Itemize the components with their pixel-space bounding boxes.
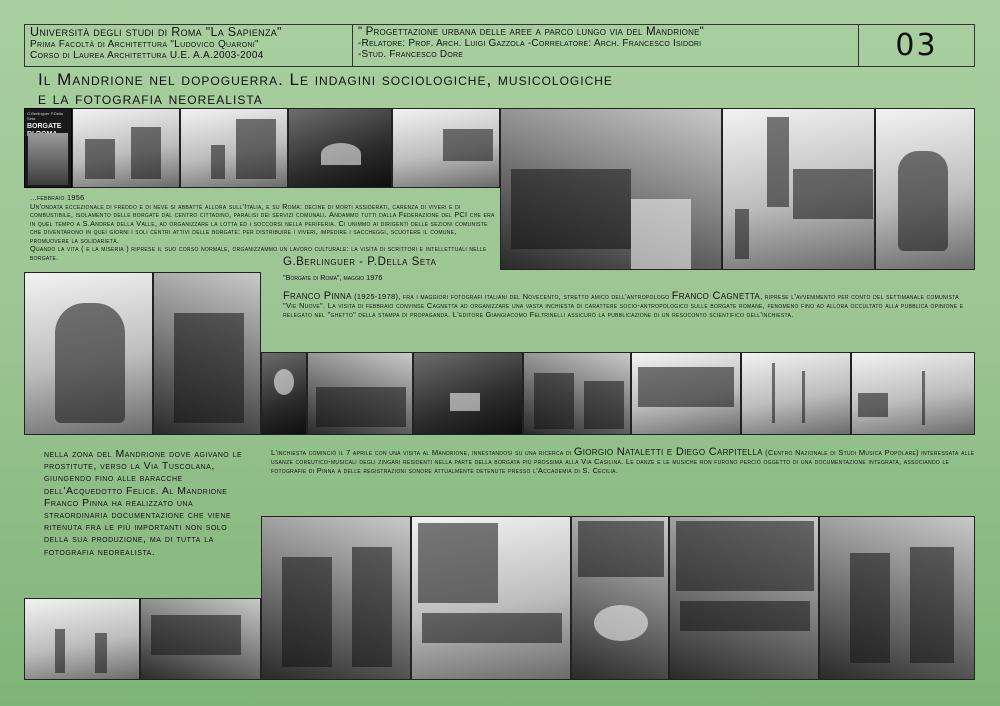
researchers-names: Giorgio Nataletti e Diego Carpitella xyxy=(573,446,763,458)
photo-circle-dance xyxy=(571,516,669,680)
pinna-name: Franco Pinna xyxy=(283,290,352,302)
photo-tarantella-dancers xyxy=(819,516,975,680)
inchiesta-part-1: L'inchiesta cominciò il 7 aprile con una visita al Mandrione, innestandosi su una ricerca di xyxy=(271,448,574,457)
photo-square-crowd xyxy=(411,516,571,680)
photo-aqueduct xyxy=(631,352,741,435)
photo-mother-baby xyxy=(153,272,261,435)
supervisors: -Relatore: Prof. Arch. Luigi Gazzola -Correlatore: Arch. Francesco Isidori xyxy=(358,38,702,49)
photo-shacks-row xyxy=(307,352,413,435)
photo-borgata-houses xyxy=(72,108,180,188)
pinna-body-1: (1925-1978), fra i maggiori fotografi italiani del Novecento, stretto amico dell'antropologo xyxy=(351,292,672,301)
photo-courtyard-crowd xyxy=(669,516,819,680)
sheet-number: 03 xyxy=(895,28,938,63)
photo-field-men xyxy=(24,598,140,680)
photo-tower-children xyxy=(722,108,875,270)
book-cover-title: BORGATE xyxy=(27,123,62,130)
page-title xyxy=(38,70,613,108)
febbraio-body-2: Quando la vita ( e la miseria ) riprese il suo corso normale, organizzammo un lavoro culturale: la visita di scrittori e intellettuali nelle borgate. xyxy=(30,244,487,262)
title-line-2: e la fotografia neorealista xyxy=(38,89,263,108)
student: -Stud. Francesco Dore xyxy=(358,49,464,60)
inchiesta-paragraph xyxy=(271,448,976,475)
pinna-body-2: , riprese l'avvenimento per conto del settimanale comunista "Vie Nuove". La visita di febbraio convinse Cagnetta ad organizzare una vasta inchiesta di carattere socio-antropologico sulle borgate romane, fenomeno fino ad allora occultato alla pubblica opinione e relegato nel "ghetto" della stampa di propaganda. L'editore Giangiacomo Feltrinelli assicurò la pubblicazione di un resoconto scientifico dell'inchiesta. xyxy=(283,292,964,319)
febbraio-date: ...febbraio 1956 xyxy=(30,193,85,202)
febbraio-quote xyxy=(30,194,496,262)
photo-shacks-bottom xyxy=(140,598,261,680)
university-name: Università degli studi di Roma "La Sapienza" xyxy=(30,25,282,39)
book-cover-authors: G.Berlinguer P.Della Seta xyxy=(27,111,63,121)
inchiesta-part-2: (Centro Nazionale di Studi Musica Popolare) interessata alle usanze coreutico-musicali degli zingari residenti nella parte della borgata più prossima alla Via Casilina. Le danze e le musiche ron furono perciò oggetto di una documentazione integrata, associando le fotografie di Pinna a delle registrazioni sonore attualmente detenute presso l'Accademia di S. Cecilia. xyxy=(271,448,975,475)
title-line-1: Il Mandrione nel dopoguerra. Le indagini sociologiche, musicologiche xyxy=(38,70,613,89)
photo-open-road xyxy=(851,352,975,435)
photo-alley-huts xyxy=(523,352,631,435)
photo-shacks-alley xyxy=(500,108,722,270)
header-project xyxy=(358,26,704,60)
photo-road-poles xyxy=(741,352,851,435)
photo-street-people xyxy=(180,108,288,188)
pinna-paragraph xyxy=(283,292,973,319)
photo-portrait-pinna xyxy=(261,352,307,435)
photo-children-embrace xyxy=(24,272,153,435)
mandrione-paragraph: nella zona del Mandrione dove agivano le prostitute, verso la Via Tuscolana, giungendo fino alle baracche dell'Acquedotto Felice. Al Mandrione Franco Pinna ha realizzato una straordinaria documentazione che viene ritenuta fra le più importanti non solo della sua produzione, ma di tutta la fotografia neorealista. xyxy=(44,448,243,558)
photo-dance-crowd xyxy=(261,516,411,680)
quote-source: "Borgate di Roma", maggio 1976 xyxy=(283,273,383,282)
photo-trucks xyxy=(392,108,500,188)
photo-boy-sitting xyxy=(875,108,975,270)
photo-dark-interior xyxy=(288,108,392,188)
quote-signature: G.Berlinguer - P.Della Seta xyxy=(283,256,437,268)
febbraio-body: Un'ondata eccezionale di freddo e di neve si abbatté allora sull'Italia, e su Roma: decine di morti assiderati, carenza di viveri e di combustibile, isolamento delle borgate dal centro cittadino, paralisi dei servizi comunali. Andammo tutti dalla Federazione del PCI che era in quel tempo a S.Andrea della Valle, ad organizzare la lotta ed i soccorsi nella periferia. Ci unimmo ai dirigenti delle sezioni comuniste che diventarono in quei giorni i soli centri attivi delle borgate: per distribuire i viveri, impedire i saccheggi, scuotere il comune, promuovere la solidarietà. xyxy=(30,201,495,245)
faculty-name: Prima Facoltà di Architettura "Ludovico Quaroni" xyxy=(30,39,259,50)
cagnetta-name: Franco Cagnetta xyxy=(671,290,761,302)
course-name: Corso di Laurea Architettura U.E. A.A.2003-2004 xyxy=(30,50,264,61)
photo-night-scene xyxy=(413,352,523,435)
header-institution xyxy=(30,26,282,61)
book-cover-image xyxy=(24,108,72,188)
header-divider xyxy=(352,24,353,67)
project-title: " Progettazione urbana delle aree a parco lungo via del Mandrione" xyxy=(358,26,704,38)
